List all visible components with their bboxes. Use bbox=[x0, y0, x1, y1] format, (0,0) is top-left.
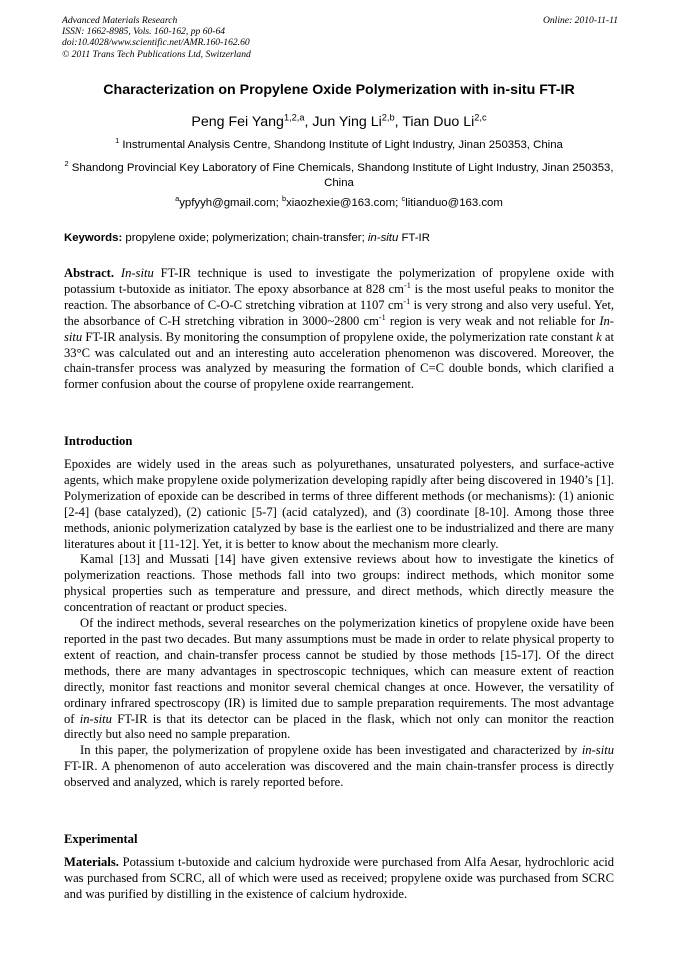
affiliation-text: Shandong Provincial Key Laboratory of Fine Chemicals, Shandong Institute of Light Industry, Jinan 250353, China bbox=[71, 162, 614, 189]
email-address[interactable]: litianduo@163.com bbox=[405, 197, 503, 209]
intro-paragraph: Epoxides are widely used in the areas such as polyurethanes, unsaturated polyesters, and surface-active agents, which make propylene oxide polymerization developing rapidly after being discovered in 1940’s [1]. Polymerization of epoxide can be described in terms of three different methods (or mechanisms): (1) anionic [2-4] (base catalyzed), (2) cationic [5-7] (acid catalyzed), and (3) coordinate [8-10]. Among those three methods, anionic polymerization catalyzed by base is the earliest one to be industrialized and there are many literatures about it [11-12]. Yet, it is better to know about the mechanism more clearly. bbox=[64, 457, 614, 551]
journal-name: Advanced Materials Research bbox=[62, 15, 178, 26]
affiliation-text: Instrumental Analysis Centre, Shandong Institute of Light Industry, Jinan 250353, China bbox=[122, 139, 563, 151]
introduction-body bbox=[64, 457, 614, 791]
abstract-text: is the most useful peaks to monitor the reaction. The absorbance of C-O-C stretching vibration at 1107 cm bbox=[64, 281, 615, 312]
abstract-label: Abstract. bbox=[64, 266, 115, 280]
abstract-italic: In-situ bbox=[120, 266, 154, 280]
email-address[interactable]: xiaozhexie@163.com bbox=[286, 197, 396, 209]
journal-copyright: © 2011 Trans Tech Publications Ltd, Switzerland bbox=[62, 48, 251, 60]
affiliation-num: 2 bbox=[64, 159, 69, 169]
keywords-text: propylene oxide; polymerization; chain-transfer; bbox=[125, 232, 365, 244]
journal-doi: doi:10.4028/www.scientific.net/AMR.160-162.60 bbox=[62, 37, 250, 49]
unit-sup: -1 bbox=[403, 280, 411, 290]
email-address[interactable]: ypfyyh@gmail.com bbox=[179, 197, 276, 209]
keywords-italic: in-situ bbox=[367, 232, 399, 244]
abstract-text: is very strong and also very useful. Yet, the absorbance of C-H stretching vibration in 3000~2800 cm bbox=[64, 297, 614, 328]
keywords-tail: FT-IR bbox=[401, 232, 430, 244]
intro-italic: in-situ bbox=[79, 711, 112, 726]
unit-sup: -1 bbox=[403, 296, 411, 306]
intro-paragraph bbox=[64, 743, 614, 791]
journal-header bbox=[62, 15, 618, 60]
materials-text: Potassium t-butoxide and calcium hydroxide were purchased from Alfa Aesar, hydrochloric acid was purchased from SCRC, all of which were used as received; propylene oxide was purchased from SCRC and was purified by distilling in the existence of calcium hydroxide. bbox=[64, 855, 615, 901]
email-sup: a bbox=[175, 194, 180, 204]
author-list: Peng Fei Yang$^{1,2,a}$, Jun Ying Li$^{2,b}$, Tian Duo Li$^{2,c}$ bbox=[191, 112, 487, 130]
email-sup: c bbox=[401, 194, 406, 204]
online-date: Online: 2010-11-11 bbox=[542, 15, 618, 26]
abstract bbox=[64, 266, 614, 393]
intro-italic: in-situ bbox=[581, 743, 614, 758]
introduction-heading: Introduction bbox=[64, 434, 133, 448]
materials-label: Materials. bbox=[64, 855, 119, 869]
keywords bbox=[64, 232, 616, 244]
affiliation-1 bbox=[59, 138, 619, 153]
keywords-label: Keywords: bbox=[64, 232, 123, 244]
author-name: Jun Ying Li bbox=[312, 114, 382, 130]
intro-text: FT-IR is that its detector can be placed in the flask, which not only can monitor the reaction directly but also need no sample preparation. bbox=[64, 711, 614, 742]
affiliation-num: 1 bbox=[115, 136, 120, 146]
unit-sup: -1 bbox=[378, 312, 386, 322]
intro-paragraph bbox=[64, 616, 614, 743]
intro-text: FT-IR. A phenomenon of auto acceleration was discovered and the main chain-transfer process is directly observed and analyzed, which is rarely reported before. bbox=[64, 759, 614, 790]
abstract-text: FT-IR analysis. By monitoring the consumption of propylene oxide, the polymerization rate constant bbox=[85, 329, 593, 344]
abstract-text: region is very weak and not reliable for bbox=[389, 313, 596, 328]
abstract-italic: k bbox=[596, 329, 602, 344]
experimental-heading: Experimental bbox=[64, 832, 138, 846]
journal-issn: ISSN: 1662-8985, Vols. 160-162, pp 60-64 bbox=[62, 26, 226, 38]
email-list: $^a$ypfyyh@gmail.com; $^b$xiaozhexie@163.com; $^c$litianduo@163.com bbox=[175, 194, 503, 209]
abstract-text: at 33°C was calculated out and an interesting auto acceleration phenomenon was discovered. Moreover, the chain-transfer process was analyzed by measuring the formation of C=C double bonds, which clarified a former confusion about the course of propylene oxide rearrangement. bbox=[64, 329, 614, 392]
author-sup: 2,c bbox=[474, 112, 487, 123]
paper-title: Characterization on Propylene Oxide Polymerization with in-situ FT-IR bbox=[103, 82, 575, 98]
abstract-text: FT-IR technique is used to investigate the polymerization of propylene oxide with potassium t-butoxide as initiator. The epoxy absorbance at 828 cm bbox=[64, 266, 614, 296]
author-name: Peng Fei Yang bbox=[191, 114, 284, 130]
intro-text: In this paper, the polymerization of propylene oxide has been investigated and characterized by bbox=[80, 743, 578, 758]
author-sup: 1,2,a bbox=[283, 112, 305, 123]
email-sup: b bbox=[281, 194, 287, 204]
author-name: Tian Duo Li bbox=[402, 114, 475, 130]
intro-paragraph: Kamal [13] and Mussati [14] have given extensive reviews about how to investigate the kinetics of polymerization reactions. Those methods fall into two groups: indirect methods, which monitor some physical properties such as temperature and pressure, and direct methods, which directly measure the concentration of reactant or product species. bbox=[64, 552, 614, 615]
affiliation-2 bbox=[59, 161, 619, 190]
abstract-italic: In-situ bbox=[64, 313, 614, 344]
materials-paragraph bbox=[64, 855, 614, 903]
author-sup: 2,b bbox=[381, 112, 395, 123]
intro-text: Of the indirect methods, several researches on the polymerization kinetics of propylene oxide have been reported in the past two decades. But many assumptions must be made in order to relate physical property to extent of reaction, and chain-transfer process cannot be studied by those methods [15-17]. Of the direct methods, there are many advantages in spectroscopic techniques, which can measure extent of reaction directly, monitor fast reactions and monitor several chemical changes at once. However, the versatility of ordinary infrared spectroscopy (IR) is limited due to sample preparation requirements. The most advantage of bbox=[64, 616, 614, 726]
